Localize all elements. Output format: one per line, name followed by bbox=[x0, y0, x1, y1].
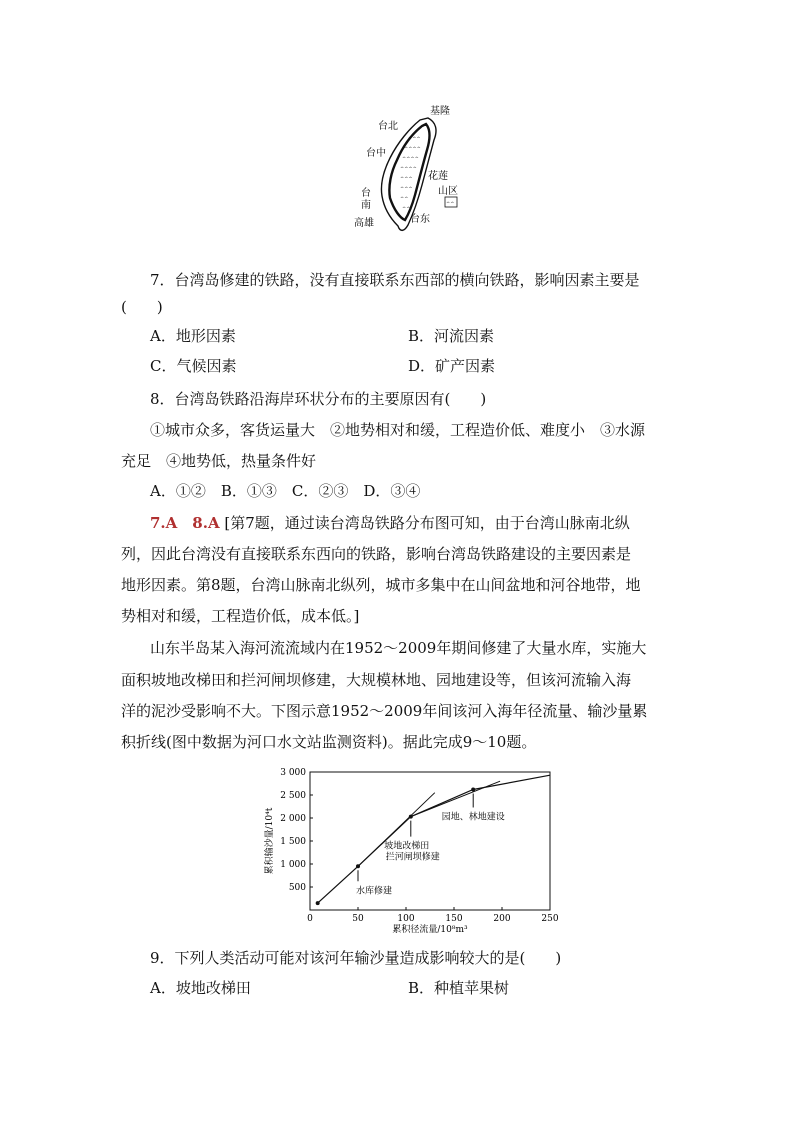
data-point bbox=[356, 864, 360, 868]
q9-stem: 9．下列人类活动可能对该河年输沙量造成影响较大的是( ) bbox=[150, 949, 562, 967]
q9-option-b: B．种植苹果树 bbox=[408, 979, 510, 997]
label-gaoxiong: 高雄 bbox=[354, 218, 374, 229]
y-tick-label: 2 000 bbox=[280, 814, 306, 824]
answer-line-1: [第7题，通过读台湾岛铁路分布图可知，由于台湾山脉南北纵 bbox=[224, 514, 630, 532]
svg-text:^^: ^^ bbox=[402, 206, 411, 212]
plot-frame bbox=[310, 772, 550, 910]
svg-text:^^: ^^ bbox=[446, 201, 455, 207]
label-taizhong: 台中 bbox=[366, 148, 386, 159]
q8-stem: 8．台湾岛铁路沿海岸环状分布的主要原因有( ) bbox=[150, 390, 487, 408]
svg-text:^^^^: ^^^^ bbox=[404, 146, 421, 152]
annotation-reservoir: 水库修建 bbox=[355, 886, 393, 897]
annotation-terrace: 坡地改梯田 bbox=[384, 841, 430, 852]
answer-key: 7.A 8.A bbox=[150, 514, 220, 532]
q7-option-a: A．地形因素 bbox=[150, 327, 236, 345]
x-tick-label: 200 bbox=[493, 914, 511, 924]
label-hualian: 花莲 bbox=[428, 171, 448, 182]
answer-line-4: 势相对和缓，工程造价低，成本低。] bbox=[121, 607, 360, 625]
y-tick-label: 3 000 bbox=[280, 768, 306, 778]
svg-text:^^^: ^^^ bbox=[408, 136, 421, 142]
q9-option-a: A．坡地改梯田 bbox=[150, 979, 251, 997]
answer-line-3: 地形因素。第8题，台湾山脉南北纵列，城市多集中在山间盆地和河谷地带，地 bbox=[121, 576, 641, 594]
svg-text:^^: ^^ bbox=[400, 196, 409, 202]
y-tick-label: 1 500 bbox=[280, 837, 306, 847]
y-tick-label: 2 500 bbox=[280, 791, 306, 801]
series-line bbox=[318, 775, 550, 903]
answer-7-8 bbox=[150, 513, 630, 533]
q7-option-b: B．河流因素 bbox=[408, 327, 495, 345]
x-tick-label: 0 bbox=[307, 914, 313, 924]
q7-option-d: D．矿产因素 bbox=[408, 357, 496, 375]
annotation-dam: 拦河闸坝修建 bbox=[385, 852, 440, 863]
x-tick-label: 100 bbox=[397, 914, 415, 924]
data-point bbox=[316, 901, 320, 905]
svg-text:^^^^: ^^^^ bbox=[400, 166, 417, 172]
x-tick-label: 50 bbox=[352, 914, 364, 924]
label-taibei: 台北 bbox=[378, 121, 398, 132]
passage-line-4: 积折线(图中数据为河口水文站监测资料)。据此完成9～10题。 bbox=[121, 733, 537, 751]
q7-bracket: ( ) bbox=[121, 298, 163, 316]
label-mountain: 山区 bbox=[438, 186, 458, 197]
data-point bbox=[471, 787, 475, 791]
q8-items-1: ①城市众多，客货运量大 ②地势相对和缓，工程造价低、难度小 ③水源 bbox=[150, 421, 646, 439]
cumulative-chart bbox=[258, 762, 568, 934]
label-tainan-2: 南 bbox=[361, 200, 371, 211]
annotation-forest: 园地、林地建设 bbox=[441, 812, 505, 823]
y-tick-label: 1 000 bbox=[280, 860, 306, 870]
y-tick-label: 500 bbox=[288, 883, 306, 893]
svg-text:^^^: ^^^ bbox=[400, 176, 413, 182]
x-tick-label: 250 bbox=[541, 914, 559, 924]
svg-text:^^^^: ^^^^ bbox=[402, 156, 419, 162]
label-taidong: 台东 bbox=[410, 214, 430, 225]
taiwan-railway-map bbox=[350, 100, 470, 235]
passage-line-1: 山东半岛某入海河流流域内在1952～2009年期间修建了大量水库，实施大 bbox=[150, 639, 647, 657]
passage-line-2: 面积坡地改梯田和拦河闸坝修建，大规模林地、园地建设等，但该河流输入海 bbox=[121, 671, 632, 689]
label-jilong: 基隆 bbox=[430, 106, 450, 117]
svg-text:^^^: ^^^ bbox=[400, 186, 413, 192]
q8-options: A．①② B．①③ C．②③ D．③④ bbox=[150, 482, 421, 500]
q7-stem: 7．台湾岛修建的铁路，没有直接联系东西部的横向铁路，影响因素主要是 bbox=[150, 271, 640, 289]
y-axis-label: 累积输沙量/10⁴t bbox=[265, 807, 275, 875]
x-tick-label: 150 bbox=[445, 914, 463, 924]
x-axis-label: 累积径流量/10⁸m³ bbox=[392, 925, 468, 934]
passage-line-3: 洋的泥沙受影响不大。下图示意1952～2009年间该河入海年径流量、输沙量累 bbox=[121, 702, 648, 720]
q8-items-2: 充足 ④地势低，热量条件好 bbox=[121, 452, 317, 470]
label-tainan-1: 台 bbox=[361, 188, 371, 199]
data-point bbox=[409, 815, 413, 819]
answer-line-2: 列，因此台湾没有直接联系东西向的铁路，影响台湾岛铁路建设的主要因素是 bbox=[121, 545, 632, 563]
q7-option-c: C．气候因素 bbox=[150, 357, 237, 375]
